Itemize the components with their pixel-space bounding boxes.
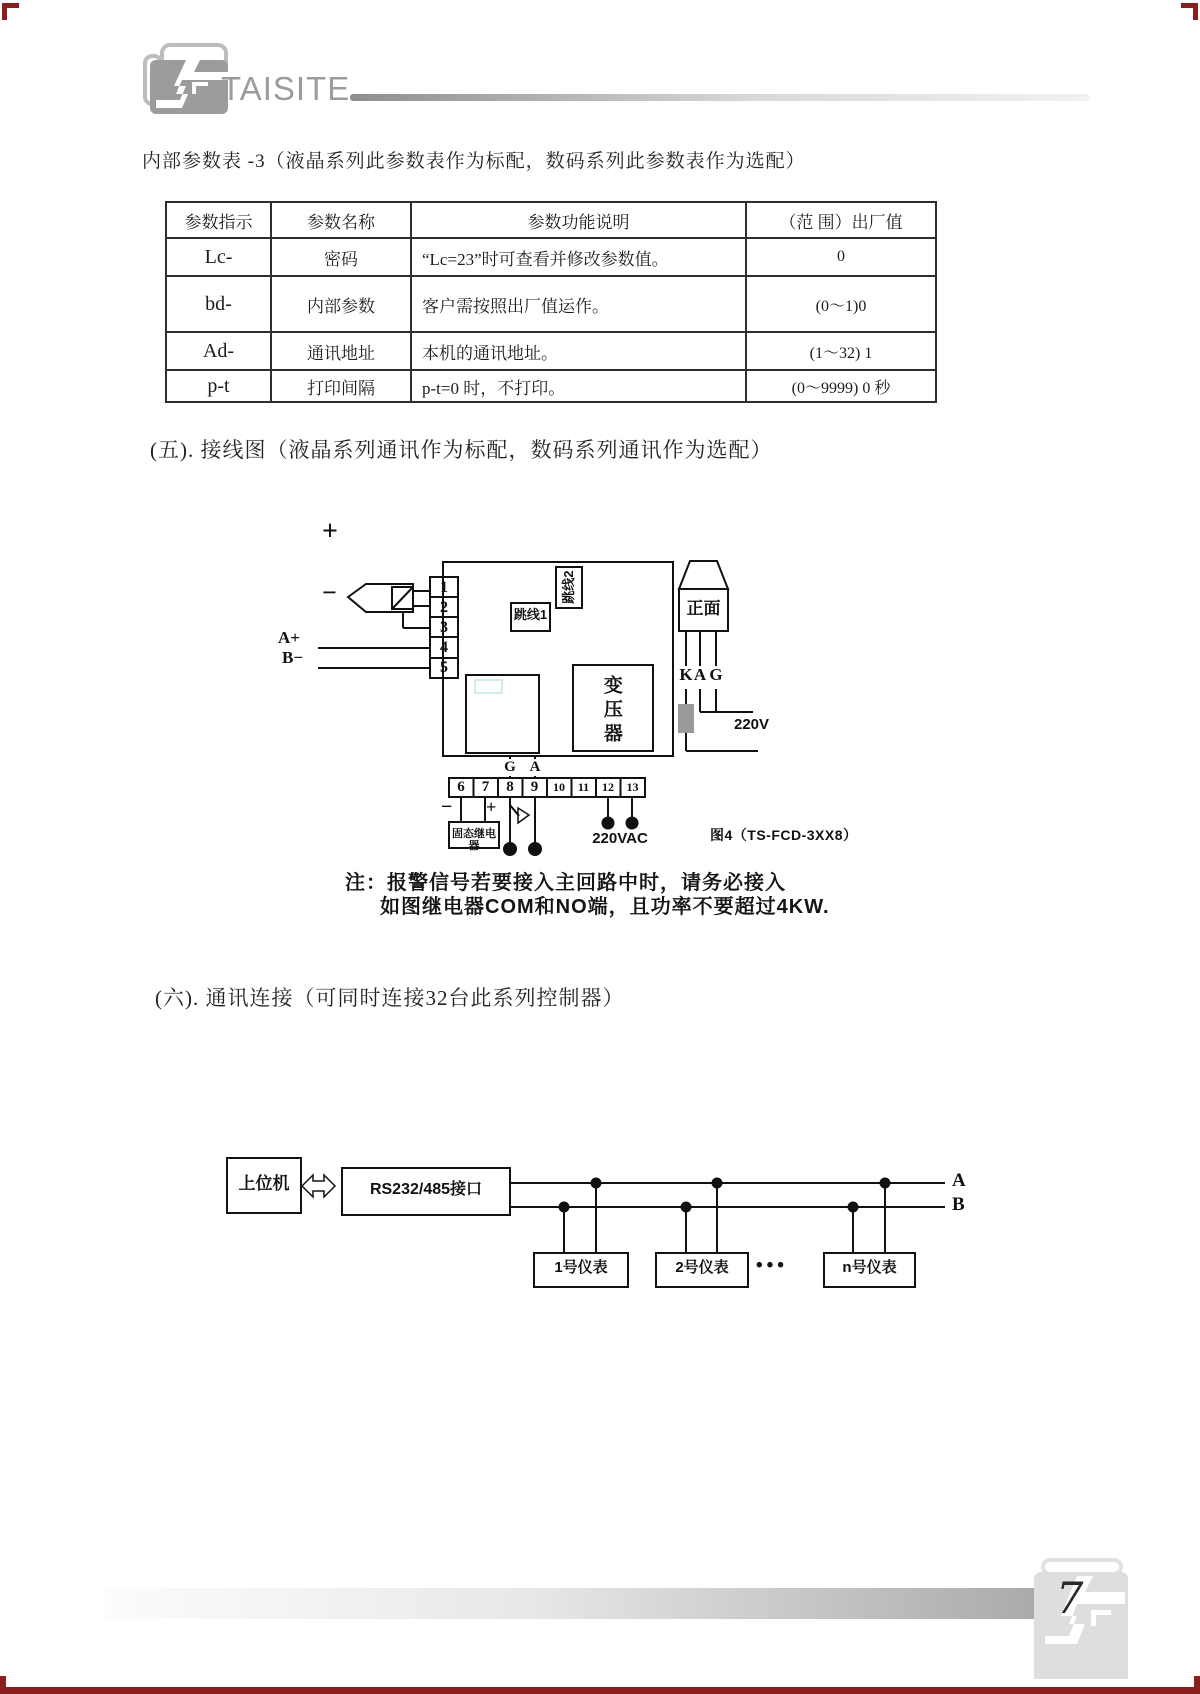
terminal-label: 13 — [626, 780, 639, 794]
table-row — [166, 370, 936, 402]
jumper2-label: 跳线2 — [560, 570, 576, 604]
header-rule — [350, 94, 1090, 101]
g-label: G — [709, 665, 723, 684]
crop-mark-top-left-v — [2, 3, 7, 20]
section5-heading: (五). 接线图（液晶系列通讯作为标配，数码系列通讯作为选配） — [150, 438, 773, 462]
terminal-label: 7 — [481, 779, 490, 795]
ssr-plus-label: + — [486, 797, 497, 817]
instrumentN-label: n号仪表 — [842, 1259, 897, 1276]
vac-wiring — [603, 797, 638, 829]
col-header-name: 参数名称 — [271, 202, 411, 238]
terminal-label: 12 — [602, 780, 614, 794]
a2-label: A — [529, 759, 541, 775]
table-row — [166, 332, 936, 370]
param-desc: 客户需按照出厂值运作。 — [411, 276, 746, 332]
param-code: Lc- — [166, 238, 271, 276]
wiring-diagram-lines — [300, 505, 860, 865]
param-name: 内部参数 — [271, 276, 411, 332]
crop-mark-top-right-v — [1193, 3, 1198, 20]
host-label: 上位机 — [238, 1174, 290, 1193]
param-desc: “Lc=23”时可查看并修改参数值。 — [411, 238, 746, 276]
terminal-label: 3 — [440, 619, 448, 636]
main-board — [443, 562, 673, 756]
table-header-row — [166, 202, 936, 238]
terminal-label: 4 — [440, 639, 448, 656]
terminal-label: 2 — [440, 599, 448, 616]
jumper1-label: 跳线1 — [513, 607, 548, 622]
param-name: 通讯地址 — [271, 332, 411, 370]
col-header-indicator: 参数指示 — [166, 202, 271, 238]
param-desc: 本机的通讯地址。 — [411, 332, 746, 370]
note-line1: 注：报警信号若要接入主回路中时，请务必接入 — [345, 872, 786, 894]
terminal-label: 5 — [440, 659, 448, 676]
param-code: Ad- — [166, 332, 271, 370]
table-row — [166, 238, 936, 276]
param-default: (0～1)0 — [746, 276, 936, 332]
sensor-minus-label: − — [322, 578, 337, 607]
vac-label: 220VAC — [592, 830, 648, 847]
section6-heading: (六). 通讯连接（可同时连接32台此系列控制器） — [155, 986, 625, 1010]
crop-mark-bottom-right — [1194, 1676, 1200, 1694]
terminal-label: 8 — [506, 779, 514, 795]
note-line2: 如图继电器COM和NO端，且功率不要超过4KW. — [380, 896, 830, 918]
scr-output — [504, 797, 541, 855]
brand-name: TAISITE — [221, 70, 351, 107]
interface-label: RS232/485接口 — [369, 1181, 483, 1198]
table-row — [166, 276, 936, 332]
col-header-function: 参数功能说明 — [411, 202, 746, 238]
param-name: 密码 — [271, 238, 411, 276]
terminal-label: 10 — [553, 780, 565, 794]
footer-rule — [105, 1588, 1046, 1619]
param-name: 打印间隔 — [271, 370, 411, 402]
terminal-label: 1 — [440, 579, 448, 596]
a-plus-label: A+ — [278, 628, 300, 647]
instrument2-label: 2号仪表 — [675, 1259, 729, 1276]
param-default: (0～9999) 0 秒 — [746, 370, 936, 402]
voltage-220v-label: 220V — [734, 716, 770, 733]
bus-a-label: A — [952, 1170, 966, 1191]
b-minus-label: B− — [282, 648, 304, 667]
col-header-range: （范 围）出厂值 — [746, 202, 936, 238]
terminal-label: 9 — [530, 779, 539, 795]
transformer-label: 变压器 — [600, 675, 622, 747]
front-panel-label: 正面 — [686, 599, 721, 618]
param-default: 0 — [746, 238, 936, 276]
terminal-label: 11 — [577, 780, 590, 794]
param-desc: p-t=0 时，不打印。 — [411, 370, 746, 402]
figure4-caption: 图4（TS-FCD-3XX8） — [710, 827, 858, 843]
a-label: A — [693, 665, 707, 684]
crop-mark-bottom-left — [0, 1676, 6, 1694]
terminal-label: 6 — [457, 779, 465, 795]
ssr-label: 固态继电器 — [452, 828, 496, 853]
sensor-plus-label: + — [322, 516, 338, 547]
double-arrow — [302, 1175, 335, 1197]
parameter-table — [165, 201, 937, 403]
ssr-minus-label: − — [441, 796, 453, 818]
page-number: 7 — [1056, 1574, 1084, 1624]
k-label: K — [679, 665, 693, 684]
instrument1-label: 1号仪表 — [554, 1259, 608, 1276]
intro-title: 内部参数表 -3（液晶系列此参数表作为标配，数码系列此参数表作为选配） — [142, 151, 806, 172]
sensor-probe — [348, 584, 430, 628]
bus-b-label: B — [952, 1194, 965, 1215]
g2-label: G — [504, 759, 516, 775]
param-code: bd- — [166, 276, 271, 332]
inner-faint-square — [475, 680, 502, 693]
wiring-diagram — [278, 505, 860, 865]
fuse-block — [678, 704, 694, 733]
param-default: (1～32) 1 — [746, 332, 936, 370]
communication-diagram — [200, 1060, 990, 1300]
bottom-edge-line — [0, 1687, 1200, 1694]
front-panel — [679, 561, 728, 631]
param-code: p-t — [166, 370, 271, 402]
ellipsis-dots: ••• — [756, 1255, 788, 1276]
drop-lines — [564, 1183, 885, 1253]
